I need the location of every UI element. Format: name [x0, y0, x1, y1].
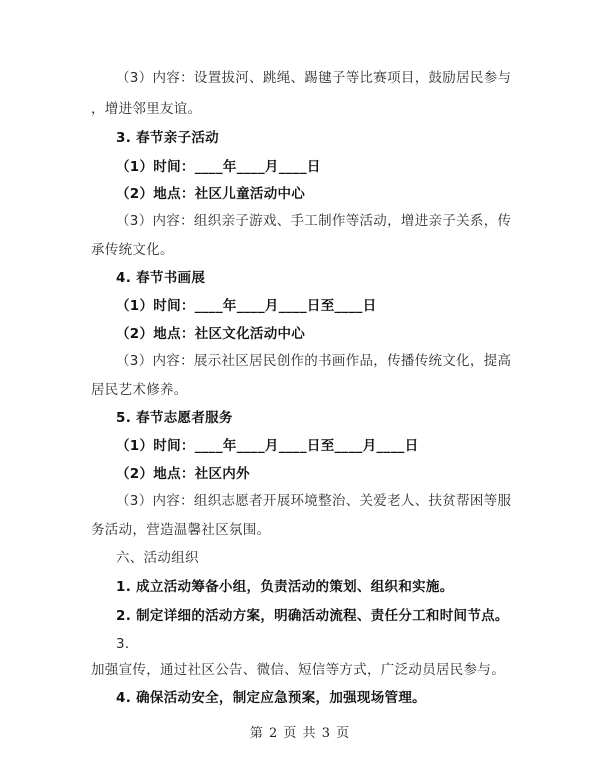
paragraph-line: （3）内容：展示社区居民创作的书画作品，传播传统文化，提高 — [116, 353, 512, 369]
paragraph-line: 承传统文化。 — [91, 242, 174, 258]
paragraph-line: （3）内容：设置拔河、跳绳、踢毽子等比赛项目，鼓励居民参与 — [116, 70, 512, 86]
paragraph-line: （1）时间：____年____月____日 — [116, 159, 321, 175]
paragraph-line: 2. 制定详细的活动方案，明确活动流程、责任分工和时间节点。 — [116, 608, 509, 624]
paragraph-line: （2）地点：社区文化活动中心 — [116, 326, 306, 342]
paragraph-line: （1）时间：____年____月____日至____日 — [116, 298, 377, 314]
paragraph-line: ，增进邻里友谊。 — [91, 101, 202, 117]
paragraph-line: 1. 成立活动筹备小组，负责活动的策划、组织和实施。 — [116, 579, 454, 595]
paragraph-line: （3）内容：组织亲子游戏、手工制作等活动，增进亲子关系，传 — [116, 213, 512, 229]
section-heading: 4. 春节书画展 — [116, 270, 206, 286]
section-heading: 3. 春节亲子活动 — [116, 130, 219, 146]
paragraph-line: （2）地点：社区儿童活动中心 — [116, 186, 306, 202]
paragraph-line: （1）时间：____年____月____日至____月____日 — [116, 438, 419, 454]
paragraph-line: （3）内容：组织志愿者开展环境整治、关爱老人、扶贫帮困等服 — [116, 493, 512, 509]
paragraph-line: 加强宣传，通过社区公告、微信、短信等方式，广泛动员居民参与。 — [91, 662, 505, 678]
section-heading: 5. 春节志愿者服务 — [116, 410, 233, 426]
paragraph-line: 居民艺术修养。 — [91, 382, 188, 398]
paragraph-line: （2）地点：社区内外 — [116, 466, 250, 482]
paragraph-line: 4. 确保活动安全，制定应急预案，加强现场管理。 — [116, 690, 426, 706]
page-footer: 第 2 页 共 3 页 — [249, 726, 351, 741]
paragraph-line: 3. — [116, 636, 130, 652]
section-heading: 六、活动组织 — [116, 550, 199, 566]
paragraph-line: 务活动，营造温馨社区氛围。 — [91, 522, 271, 538]
